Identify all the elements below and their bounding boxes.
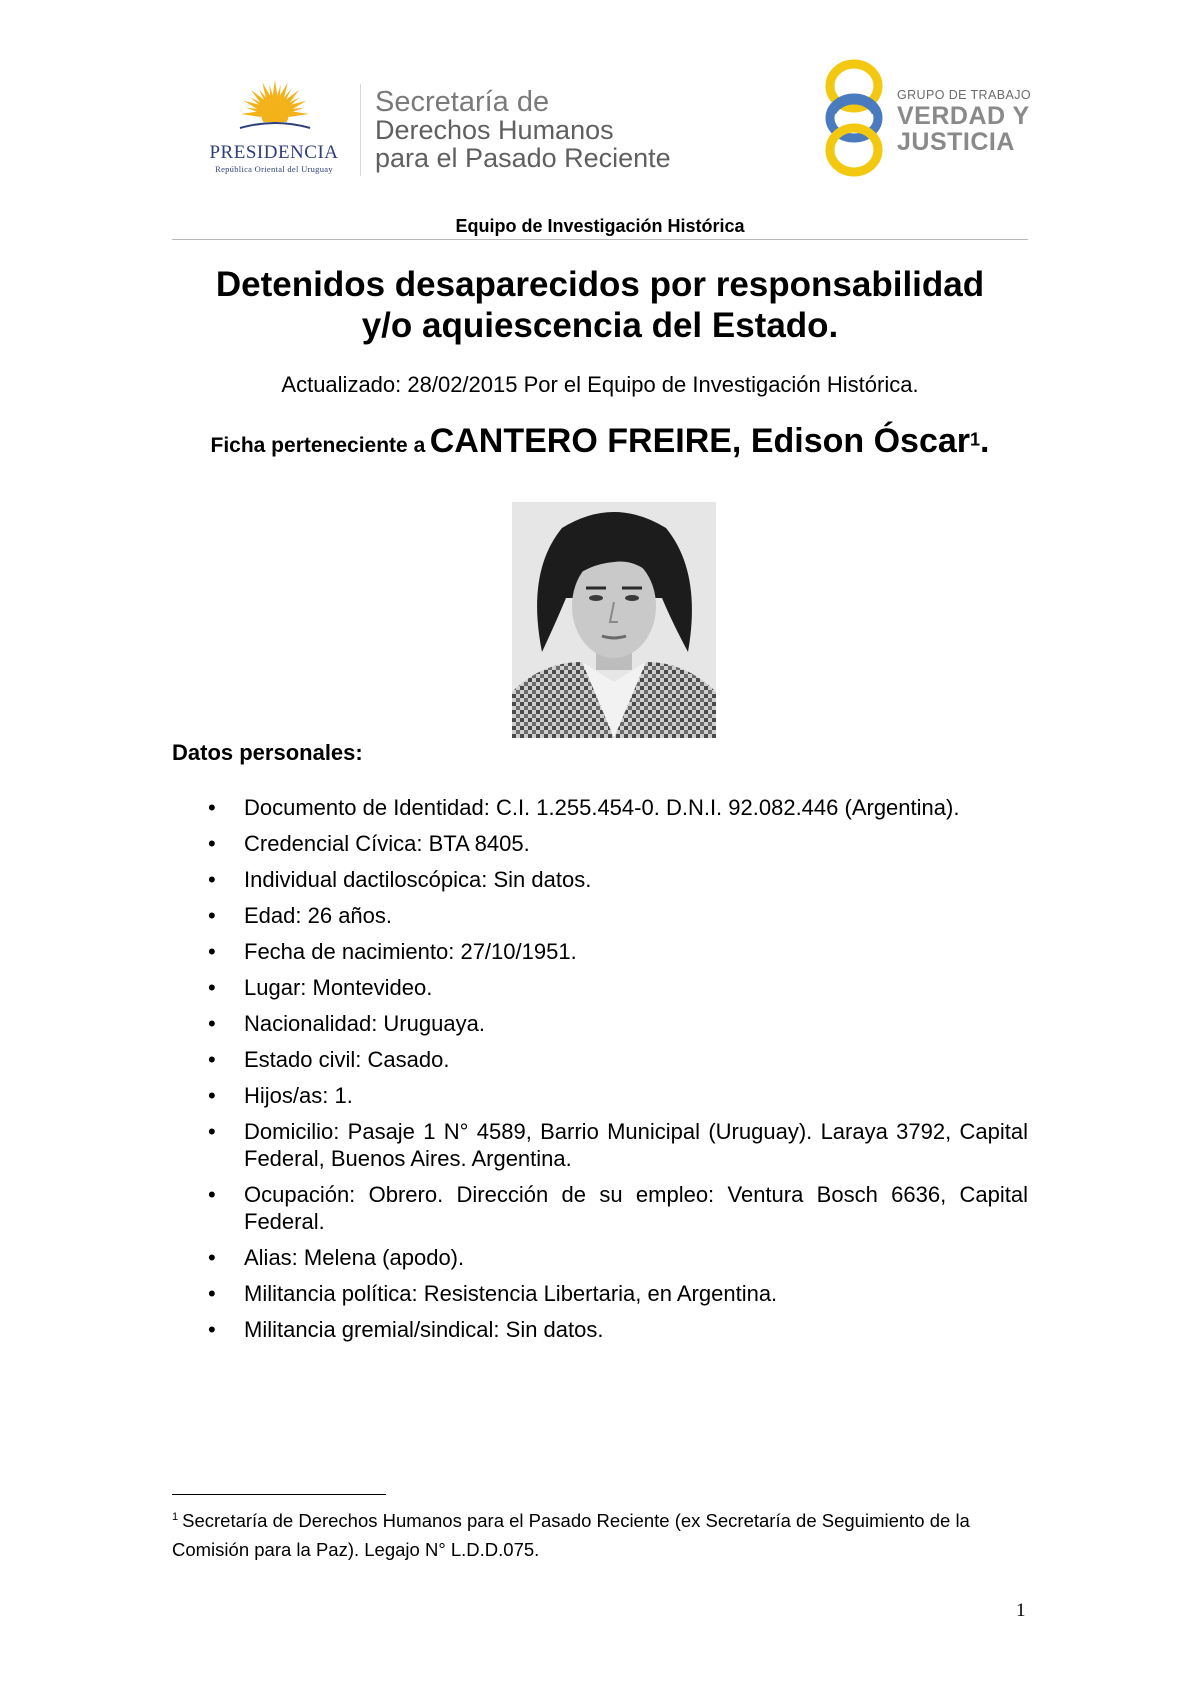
ficha-suffix: .	[980, 422, 990, 460]
presidencia-logo	[196, 80, 352, 176]
title-line-1: Detenidos desaparecidos por responsabilidad	[215, 265, 985, 304]
logo-divider	[360, 84, 361, 176]
sun-of-may-icon	[236, 80, 314, 136]
gtvj-line-3: JUSTICIA	[897, 128, 1015, 156]
list-item-dactiloscopica: • Individual dactiloscópica: Sin datos.	[172, 866, 1028, 893]
list-item-ocupacion: • Ocupación: Obrero. Dirección de su empleo: Ventura Bosch 6636, Capital Federal.	[172, 1181, 1028, 1235]
list-item-alias: • Alias: Melena (apodo).	[172, 1244, 1028, 1271]
list-item-lugar: • Lugar: Montevideo.	[172, 974, 1028, 1001]
list-item-domicilio: • Domicilio: Pasaje 1 N° 4589, Barrio Municipal (Uruguay). Laraya 3792, Capital Federal, Buenos Aires. Argentina.	[172, 1118, 1028, 1172]
secretaria-line-3: para el Pasado Reciente	[375, 143, 671, 173]
ficha-heading	[172, 422, 1028, 461]
presidencia-name: PRESIDENCIA	[209, 142, 339, 163]
footnote-number: 1	[172, 1511, 179, 1523]
list-item-militancia-politica: • Militancia política: Resistencia Libertaria, en Argentina.	[172, 1280, 1028, 1307]
ficha-prefix: Ficha perteneciente a	[210, 434, 426, 457]
presidencia-subtitle: República Oriental del Uruguay	[215, 164, 333, 174]
gtvj-line-1: GRUPO DE TRABAJO	[897, 88, 1031, 102]
footnote-text: Secretaría de Derechos Humanos para el Pasado Reciente (ex Secretaría de Seguimiento de la Comisión para la Paz). Legajo N° L.D.D.075.	[172, 1510, 970, 1561]
secretaria-logo	[375, 88, 705, 172]
list-item-estado-civil: • Estado civil: Casado.	[172, 1046, 1028, 1073]
footnote-ref: 1	[970, 429, 981, 450]
secretaria-line-1: Secretaría de	[375, 86, 550, 118]
linked-rings-icon	[822, 56, 892, 180]
list-item-credencial: • Credencial Cívica: BTA 8405.	[172, 830, 1028, 857]
person-name: CANTERO FREIRE, Edison Óscar	[429, 422, 971, 460]
section-title-personal-data: Datos personales:	[172, 740, 363, 765]
portrait-photo	[512, 502, 716, 738]
gtvj-line-2: VERDAD Y	[897, 102, 1030, 130]
updated-line: Actualizado: 28/02/2015 Por el Equipo de Investigación Histórica.	[281, 372, 919, 397]
footnote	[172, 1503, 1028, 1564]
team-heading: Equipo de Investigación Histórica	[455, 216, 745, 236]
list-item-nacionalidad: • Nacionalidad: Uruguaya.	[172, 1010, 1028, 1037]
list-item-fecha-nacimiento: • Fecha de nacimiento: 27/10/1951.	[172, 938, 1028, 965]
list-item-hijos: • Hijos/as: 1.	[172, 1082, 1028, 1109]
secretaria-line-2: Derechos Humanos	[375, 115, 614, 145]
personal-data-list	[172, 794, 1028, 1352]
title-line-2: y/o aquiescencia del Estado.	[361, 306, 839, 345]
verdad-justicia-logo	[822, 56, 1032, 180]
list-item-documento: • Documento de Identidad: C.I. 1.255.454-0. D.N.I. 92.082.446 (Argentina).	[172, 794, 1028, 821]
document-title	[172, 264, 1028, 346]
header-rule	[172, 239, 1028, 240]
list-item-militancia-gremial: • Militancia gremial/sindical: Sin datos.	[172, 1316, 1028, 1343]
footnote-rule	[172, 1494, 386, 1495]
page-number: 1	[1016, 1600, 1026, 1621]
list-item-edad: • Edad: 26 años.	[172, 902, 1028, 929]
portrait-icon	[512, 502, 716, 738]
